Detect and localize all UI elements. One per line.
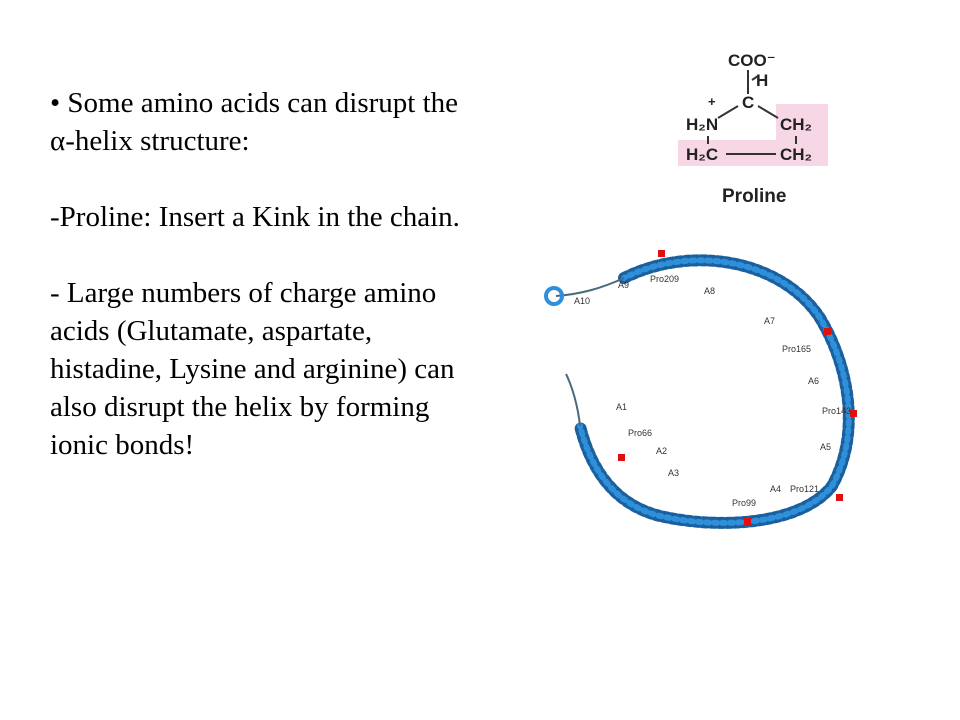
hydrogen-label: H [756,71,769,90]
helix-label: A7 [764,316,776,326]
proline-kink-marker [744,518,751,525]
slide-body-text [50,84,490,464]
carboxylate-label: COO⁻ [728,51,776,70]
proline-kink-marker [618,454,625,461]
helix-ribbon-figure [532,236,892,536]
amine-label: H₂N [686,115,719,134]
c-terminal-coil [566,374,580,426]
helix-label: A8 [704,286,716,296]
proline-kinks [618,250,857,525]
paragraph-charged-residues: - Large numbers of charge amino acids (Glutamate, aspartate, histadine, Lysine and arginine) can also disrupt the helix by forming ionic bonds! [50,277,455,461]
helix-label: A6 [808,376,820,386]
paragraph-proline: -Proline: Insert a Kink in the chain. [50,201,460,233]
ch2-bottom-label: CH₂ [780,145,813,164]
h2c-label: H₂C [686,145,719,164]
n-terminal-coil [556,278,624,296]
helix-label: Pro99 [732,498,757,508]
helix-label: A1 [616,402,628,412]
helix-label: Pro209 [650,274,680,284]
helix-label: A9 [618,280,630,290]
proline-structure [672,40,840,212]
helix-label: A4 [770,484,782,494]
plus-charge-label: + [708,94,716,109]
ch2-right-label: CH₂ [780,115,813,134]
proline-kink-marker [824,328,831,335]
bullet-intro: • Some amino acids can disrupt the α-helix structure: [50,87,459,157]
helix-label: A3 [668,468,680,478]
alpha-carbon-label: C [742,93,755,112]
proline-kink-marker [850,410,857,417]
spacer [50,236,490,274]
bond-line [718,106,738,118]
proline-kink-marker [658,250,665,257]
helix-label: Pro121 [790,484,820,494]
proline-structure-drawing [672,40,840,212]
helix-ribbon-drawing [532,236,892,536]
proline-kink-marker [836,494,843,501]
helix-label: A2 [656,446,668,456]
helix-label: A10 [574,296,591,306]
helix-label: A5 [820,442,832,452]
helix-label: Pro66 [628,428,653,438]
helix-label: Pro143 [822,406,852,416]
spacer [50,160,490,198]
helix-label: Pro165 [782,344,812,354]
bond-line [758,106,778,118]
structure-caption: Proline [722,186,787,207]
